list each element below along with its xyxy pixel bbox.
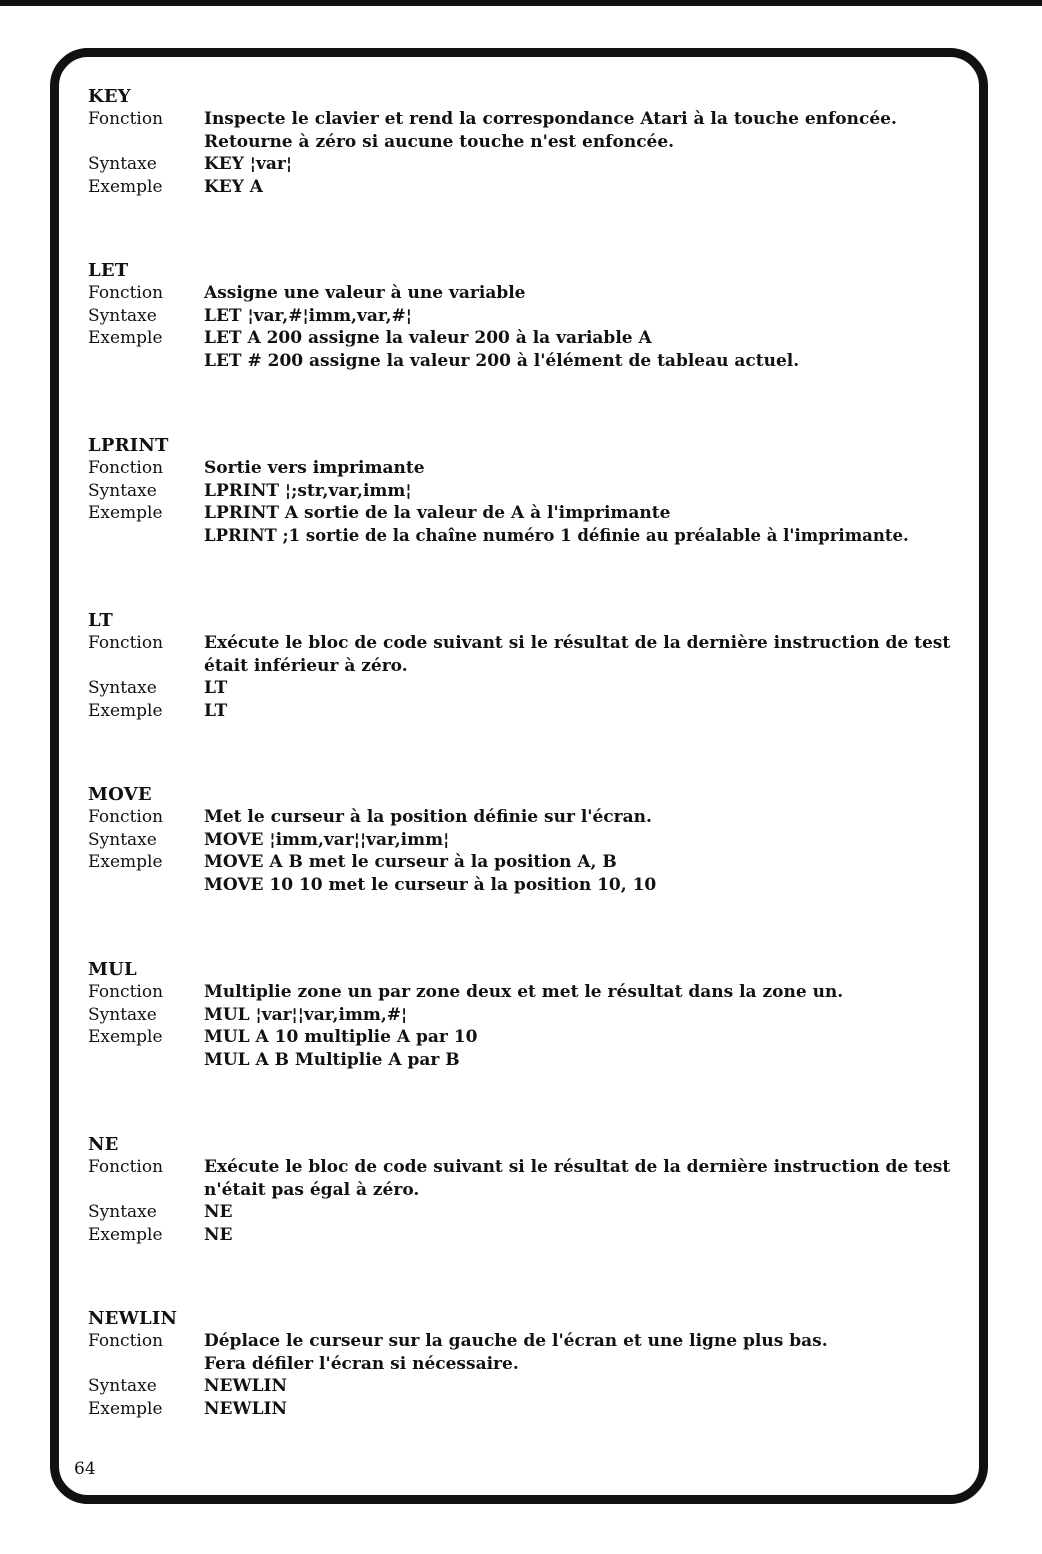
syntaxe-row bbox=[88, 480, 958, 503]
exemple-line: NE bbox=[204, 1224, 233, 1245]
exemple-label: Exemple bbox=[88, 176, 163, 197]
fonction-line: Inspecte le clavier et rend la correspondance Atari à la touche enfoncée. bbox=[204, 109, 897, 129]
syntaxe-label: Syntaxe bbox=[88, 305, 157, 326]
syntaxe-line: LPRINT ¦;str,var,imm¦ bbox=[204, 480, 412, 501]
entry-lprint bbox=[88, 435, 958, 547]
fonction-line: Exécute le bloc de code suivant si le résultat de la dernière instruction de test bbox=[204, 633, 951, 653]
fonction-row bbox=[88, 282, 958, 305]
fonction-row bbox=[88, 806, 958, 829]
exemple-row bbox=[88, 700, 958, 723]
fonction-row bbox=[88, 1330, 958, 1375]
exemple-row bbox=[88, 176, 958, 199]
fonction-text bbox=[204, 1156, 958, 1201]
fonction-line: Met le curseur à la position définie sur l'écran. bbox=[204, 807, 652, 827]
command-name: NE bbox=[88, 1134, 119, 1155]
command-name: LPRINT bbox=[88, 435, 169, 456]
syntaxe-line: NEWLIN bbox=[204, 1376, 288, 1396]
fonction-row bbox=[88, 457, 958, 480]
fonction-line: Exécute le bloc de code suivant si le résultat de la dernière instruction de test bbox=[204, 1157, 951, 1177]
fonction-line: n'était pas égal à zéro. bbox=[204, 1179, 420, 1200]
fonction-label: Fonction bbox=[88, 109, 164, 129]
fonction-label: Fonction bbox=[88, 807, 164, 827]
fonction-text bbox=[204, 981, 958, 1004]
exemple-label: Exemple bbox=[88, 1027, 163, 1047]
syntaxe-row bbox=[88, 829, 958, 852]
syntaxe-text bbox=[204, 677, 958, 700]
fonction-row bbox=[88, 108, 958, 153]
syntaxe-line: LET ¦var,#¦imm,var,#¦ bbox=[204, 305, 412, 326]
exemple-text bbox=[204, 176, 958, 199]
syntaxe-label: Syntaxe bbox=[88, 1004, 157, 1025]
exemple-line: MUL A B Multiplie A par B bbox=[204, 1049, 460, 1070]
exemple-row bbox=[88, 1224, 958, 1247]
exemple-line: KEY A bbox=[204, 176, 263, 197]
exemple-label: Exemple bbox=[88, 700, 163, 721]
syntaxe-row bbox=[88, 305, 958, 328]
exemple-line: LPRINT A sortie de la valeur de A à l'imprimante bbox=[204, 503, 671, 523]
exemple-label: Exemple bbox=[88, 852, 163, 872]
exemple-line: LPRINT ;1 sortie de la chaîne numéro 1 définie au préalable à l'imprimante. bbox=[204, 525, 909, 545]
exemple-row bbox=[88, 1398, 958, 1421]
fonction-label: Fonction bbox=[88, 633, 164, 653]
exemple-label: Exemple bbox=[88, 1224, 163, 1245]
syntaxe-row bbox=[88, 1375, 958, 1398]
fonction-label: Fonction bbox=[88, 1157, 164, 1177]
syntaxe-line: NE bbox=[204, 1202, 233, 1222]
syntaxe-text bbox=[204, 1004, 958, 1027]
command-name: LT bbox=[88, 610, 113, 631]
fonction-row bbox=[88, 981, 958, 1004]
exemple-line: MOVE 10 10 met le curseur à la position 10, 10 bbox=[204, 874, 657, 895]
exemple-line: NEWLIN bbox=[204, 1398, 288, 1419]
command-name: LET bbox=[88, 260, 129, 281]
exemple-text bbox=[204, 1224, 958, 1247]
fonction-row bbox=[88, 632, 958, 677]
exemple-line: LET # 200 assigne la valeur 200 à l'élément de tableau actuel. bbox=[204, 350, 800, 371]
fonction-label: Fonction bbox=[88, 1331, 164, 1351]
syntaxe-row bbox=[88, 1004, 958, 1027]
exemple-label: Exemple bbox=[88, 328, 163, 348]
top-rule bbox=[0, 0, 1042, 6]
exemple-text bbox=[204, 1398, 958, 1421]
exemple-label: Exemple bbox=[88, 503, 163, 523]
fonction-text bbox=[204, 632, 958, 677]
entry-let bbox=[88, 260, 958, 372]
exemple-text bbox=[204, 1026, 958, 1071]
entry-mul bbox=[88, 959, 958, 1071]
exemple-text bbox=[204, 700, 958, 723]
exemple-row bbox=[88, 502, 958, 547]
fonction-line: Retourne à zéro si aucune touche n'est enfoncée. bbox=[204, 131, 675, 152]
fonction-text bbox=[204, 806, 958, 829]
fonction-line: était inférieur à zéro. bbox=[204, 655, 408, 676]
syntaxe-label: Syntaxe bbox=[88, 829, 157, 850]
syntaxe-text bbox=[204, 1375, 958, 1398]
entry-ne bbox=[88, 1134, 958, 1246]
syntaxe-text bbox=[204, 153, 958, 176]
exemple-text bbox=[204, 502, 958, 547]
syntaxe-text bbox=[204, 480, 958, 503]
fonction-text bbox=[204, 1330, 958, 1375]
syntaxe-text bbox=[204, 829, 958, 852]
entry-newlin bbox=[88, 1308, 958, 1420]
syntaxe-line: MUL ¦var¦¦var,imm,#¦ bbox=[204, 1004, 408, 1025]
syntaxe-label: Syntaxe bbox=[88, 678, 157, 698]
entry-lt bbox=[88, 610, 958, 722]
syntaxe-text bbox=[204, 305, 958, 328]
syntaxe-label: Syntaxe bbox=[88, 1376, 157, 1396]
fonction-line: Fera défiler l'écran si nécessaire. bbox=[204, 1353, 519, 1374]
fonction-row bbox=[88, 1156, 958, 1201]
fonction-text bbox=[204, 282, 958, 305]
syntaxe-row bbox=[88, 677, 958, 700]
fonction-line: Déplace le curseur sur la gauche de l'écran et une ligne plus bas. bbox=[204, 1331, 828, 1351]
exemple-row bbox=[88, 327, 958, 372]
entry-move bbox=[88, 784, 958, 896]
exemple-line: MOVE A B met le curseur à la position A, B bbox=[204, 852, 617, 872]
syntaxe-label: Syntaxe bbox=[88, 480, 157, 501]
syntaxe-label: Syntaxe bbox=[88, 154, 157, 174]
syntaxe-line: MOVE ¦imm,var¦¦var,imm¦ bbox=[204, 829, 450, 850]
exemple-line: MUL A 10 multiplie A par 10 bbox=[204, 1027, 478, 1047]
page-number: 64 bbox=[74, 1459, 96, 1479]
exemple-row bbox=[88, 1026, 958, 1071]
exemple-row bbox=[88, 851, 958, 896]
command-name: KEY bbox=[88, 86, 131, 107]
exemple-label: Exemple bbox=[88, 1398, 163, 1419]
fonction-label: Fonction bbox=[88, 458, 164, 478]
exemple-text bbox=[204, 327, 958, 372]
exemple-line: LT bbox=[204, 700, 228, 721]
fonction-line: Assigne une valeur à une variable bbox=[204, 283, 526, 303]
syntaxe-row bbox=[88, 153, 958, 176]
syntaxe-row bbox=[88, 1201, 958, 1224]
fonction-line: Sortie vers imprimante bbox=[204, 458, 425, 478]
command-name: MOVE bbox=[88, 784, 152, 805]
fonction-label: Fonction bbox=[88, 283, 164, 303]
syntaxe-text bbox=[204, 1201, 958, 1224]
command-name: NEWLIN bbox=[88, 1308, 178, 1329]
fonction-label: Fonction bbox=[88, 982, 164, 1002]
fonction-text bbox=[204, 457, 958, 480]
exemple-line: LET A 200 assigne la valeur 200 à la variable A bbox=[204, 328, 652, 348]
fonction-text bbox=[204, 108, 958, 153]
fonction-line: Multiplie zone un par zone deux et met le résultat dans la zone un. bbox=[204, 982, 844, 1002]
exemple-text bbox=[204, 851, 958, 896]
syntaxe-line: LT bbox=[204, 678, 228, 698]
entry-key bbox=[88, 86, 958, 198]
command-name: MUL bbox=[88, 959, 137, 980]
syntaxe-label: Syntaxe bbox=[88, 1202, 157, 1222]
syntaxe-line: KEY ¦var¦ bbox=[204, 154, 293, 174]
